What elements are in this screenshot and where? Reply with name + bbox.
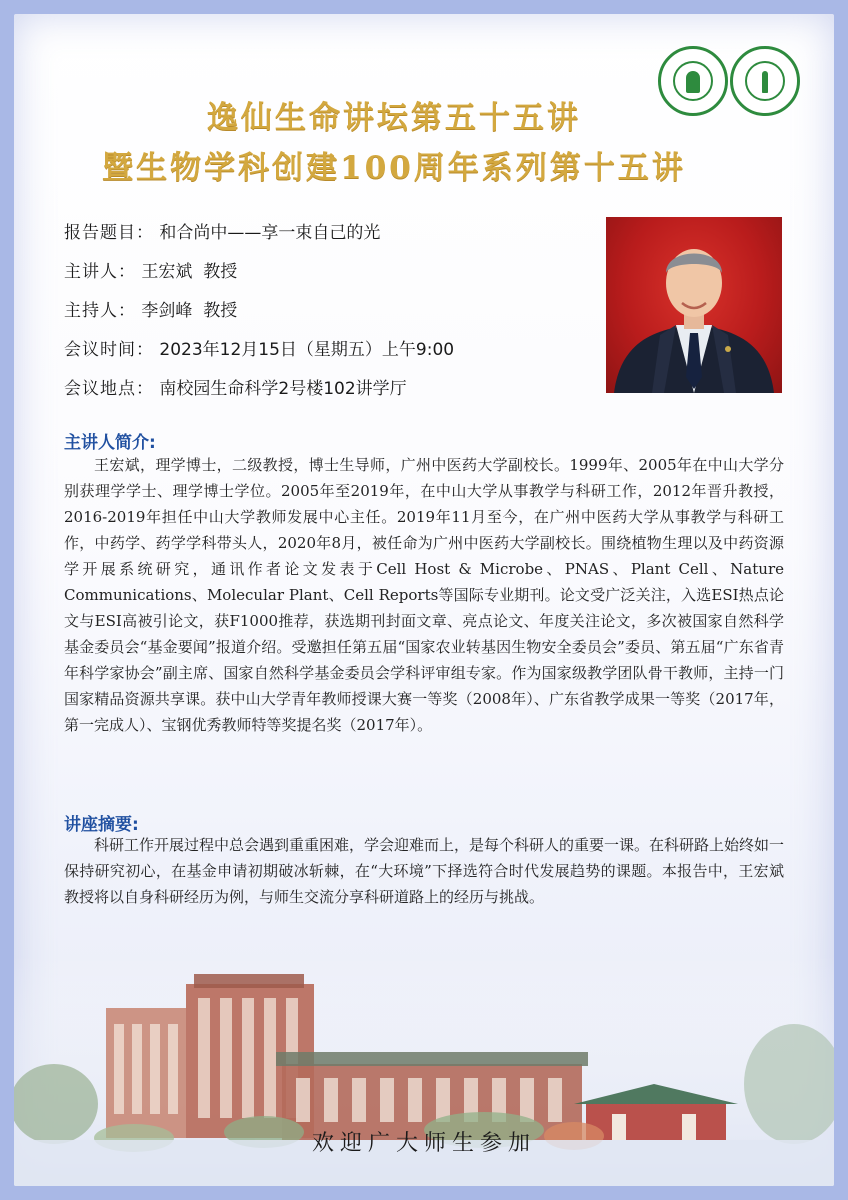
topic-label: 报告题目：: [64, 223, 154, 243]
speaker-portrait: [606, 217, 782, 393]
info-time: [64, 335, 454, 360]
time-label: 会议时间：: [64, 340, 154, 360]
info-venue: [64, 374, 407, 399]
info-topic: [64, 218, 380, 243]
title-line-1: 逸仙生命讲坛第五十五讲: [207, 100, 581, 136]
host-value: 李剑峰 教授: [141, 301, 238, 321]
poster: [14, 14, 834, 1186]
title-line-2: 暨生物学科创建100周年系列第十五讲: [102, 150, 686, 186]
topic-value: 和合尚中——享一束自己的光: [159, 223, 381, 243]
speaker-label: 主讲人：: [64, 262, 136, 282]
time-value: 2023年12月15日（星期五）上午9:00: [159, 340, 455, 360]
venue-value: 南校园生命科学2号楼102讲学厅: [159, 379, 407, 399]
abstract-text: 科研工作开展过程中总会遇到重重困难，学会迎难而上，是每个科研人的重要一课。在科研路上始终如一保持研究初心，在基金申请初期破冰斩棘，在“大环境”下择选符合时代发展趋势的课题。本报告中，王宏斌教授将以自身科研经历为例，与师生交流分享科研道路上的经历与挑战。: [64, 836, 785, 906]
abstract-heading: 讲座摘要:: [64, 815, 139, 835]
host-label: 主持人：: [64, 301, 136, 321]
speaker-value: 王宏斌 教授: [141, 262, 238, 282]
bio-heading: 主讲人简介:: [64, 433, 156, 453]
venue-label: 会议地点：: [64, 379, 154, 399]
info-speaker: [64, 257, 237, 282]
bio-text: 王宏斌，理学博士，二级教授，博士生导师，广州中医药大学副校长。1999年、2005年在中山大学分别获理学学士、理学博士学位。2005年至2019年，在中山大学从事教学与科研工作，2012年晋升教授，2016-2019年担任中山大学教师发展中心主任。2019年11月至今，在广州中医药大学从事教学与科研工作，中药学、药学学科带头人，2020年8月，被任命为广州中医药大学副校长。围绕植物生理以及中药资源学开展系统研究，通讯作者论文发表于Cell Host & Microbe、PNAS、Plant Cell、Nature Communications、Molecular Plant、Cell Reports等国际专业期刊。论文受广泛关注，入选ESI热点论文与ESI高被引论文，获F1000推荐，获选期刊封面文章、亮点论文、年度关注论文，多次被国家自然科学基金委员会“基金要闻”报道介绍。受邀担任第五届“国家农业转基因生物安全委员会”委员、第五届“广东省青年科学家协会”副主席、国家自然科学基金委员会学科评审组专家。作为国家级教学团队骨干教师，主持一门国家精品资源共享课。获中山大学青年教师授课大赛一等奖（2008年）、广东省教学成果一等奖（2017年，第一完成人）、宝钢优秀教师特等奖提名奖（2017年）。: [64, 456, 784, 734]
welcome-text: 欢迎广大师生参加: [311, 1131, 536, 1156]
info-host: [64, 296, 237, 321]
portrait-illustration: [606, 217, 782, 393]
